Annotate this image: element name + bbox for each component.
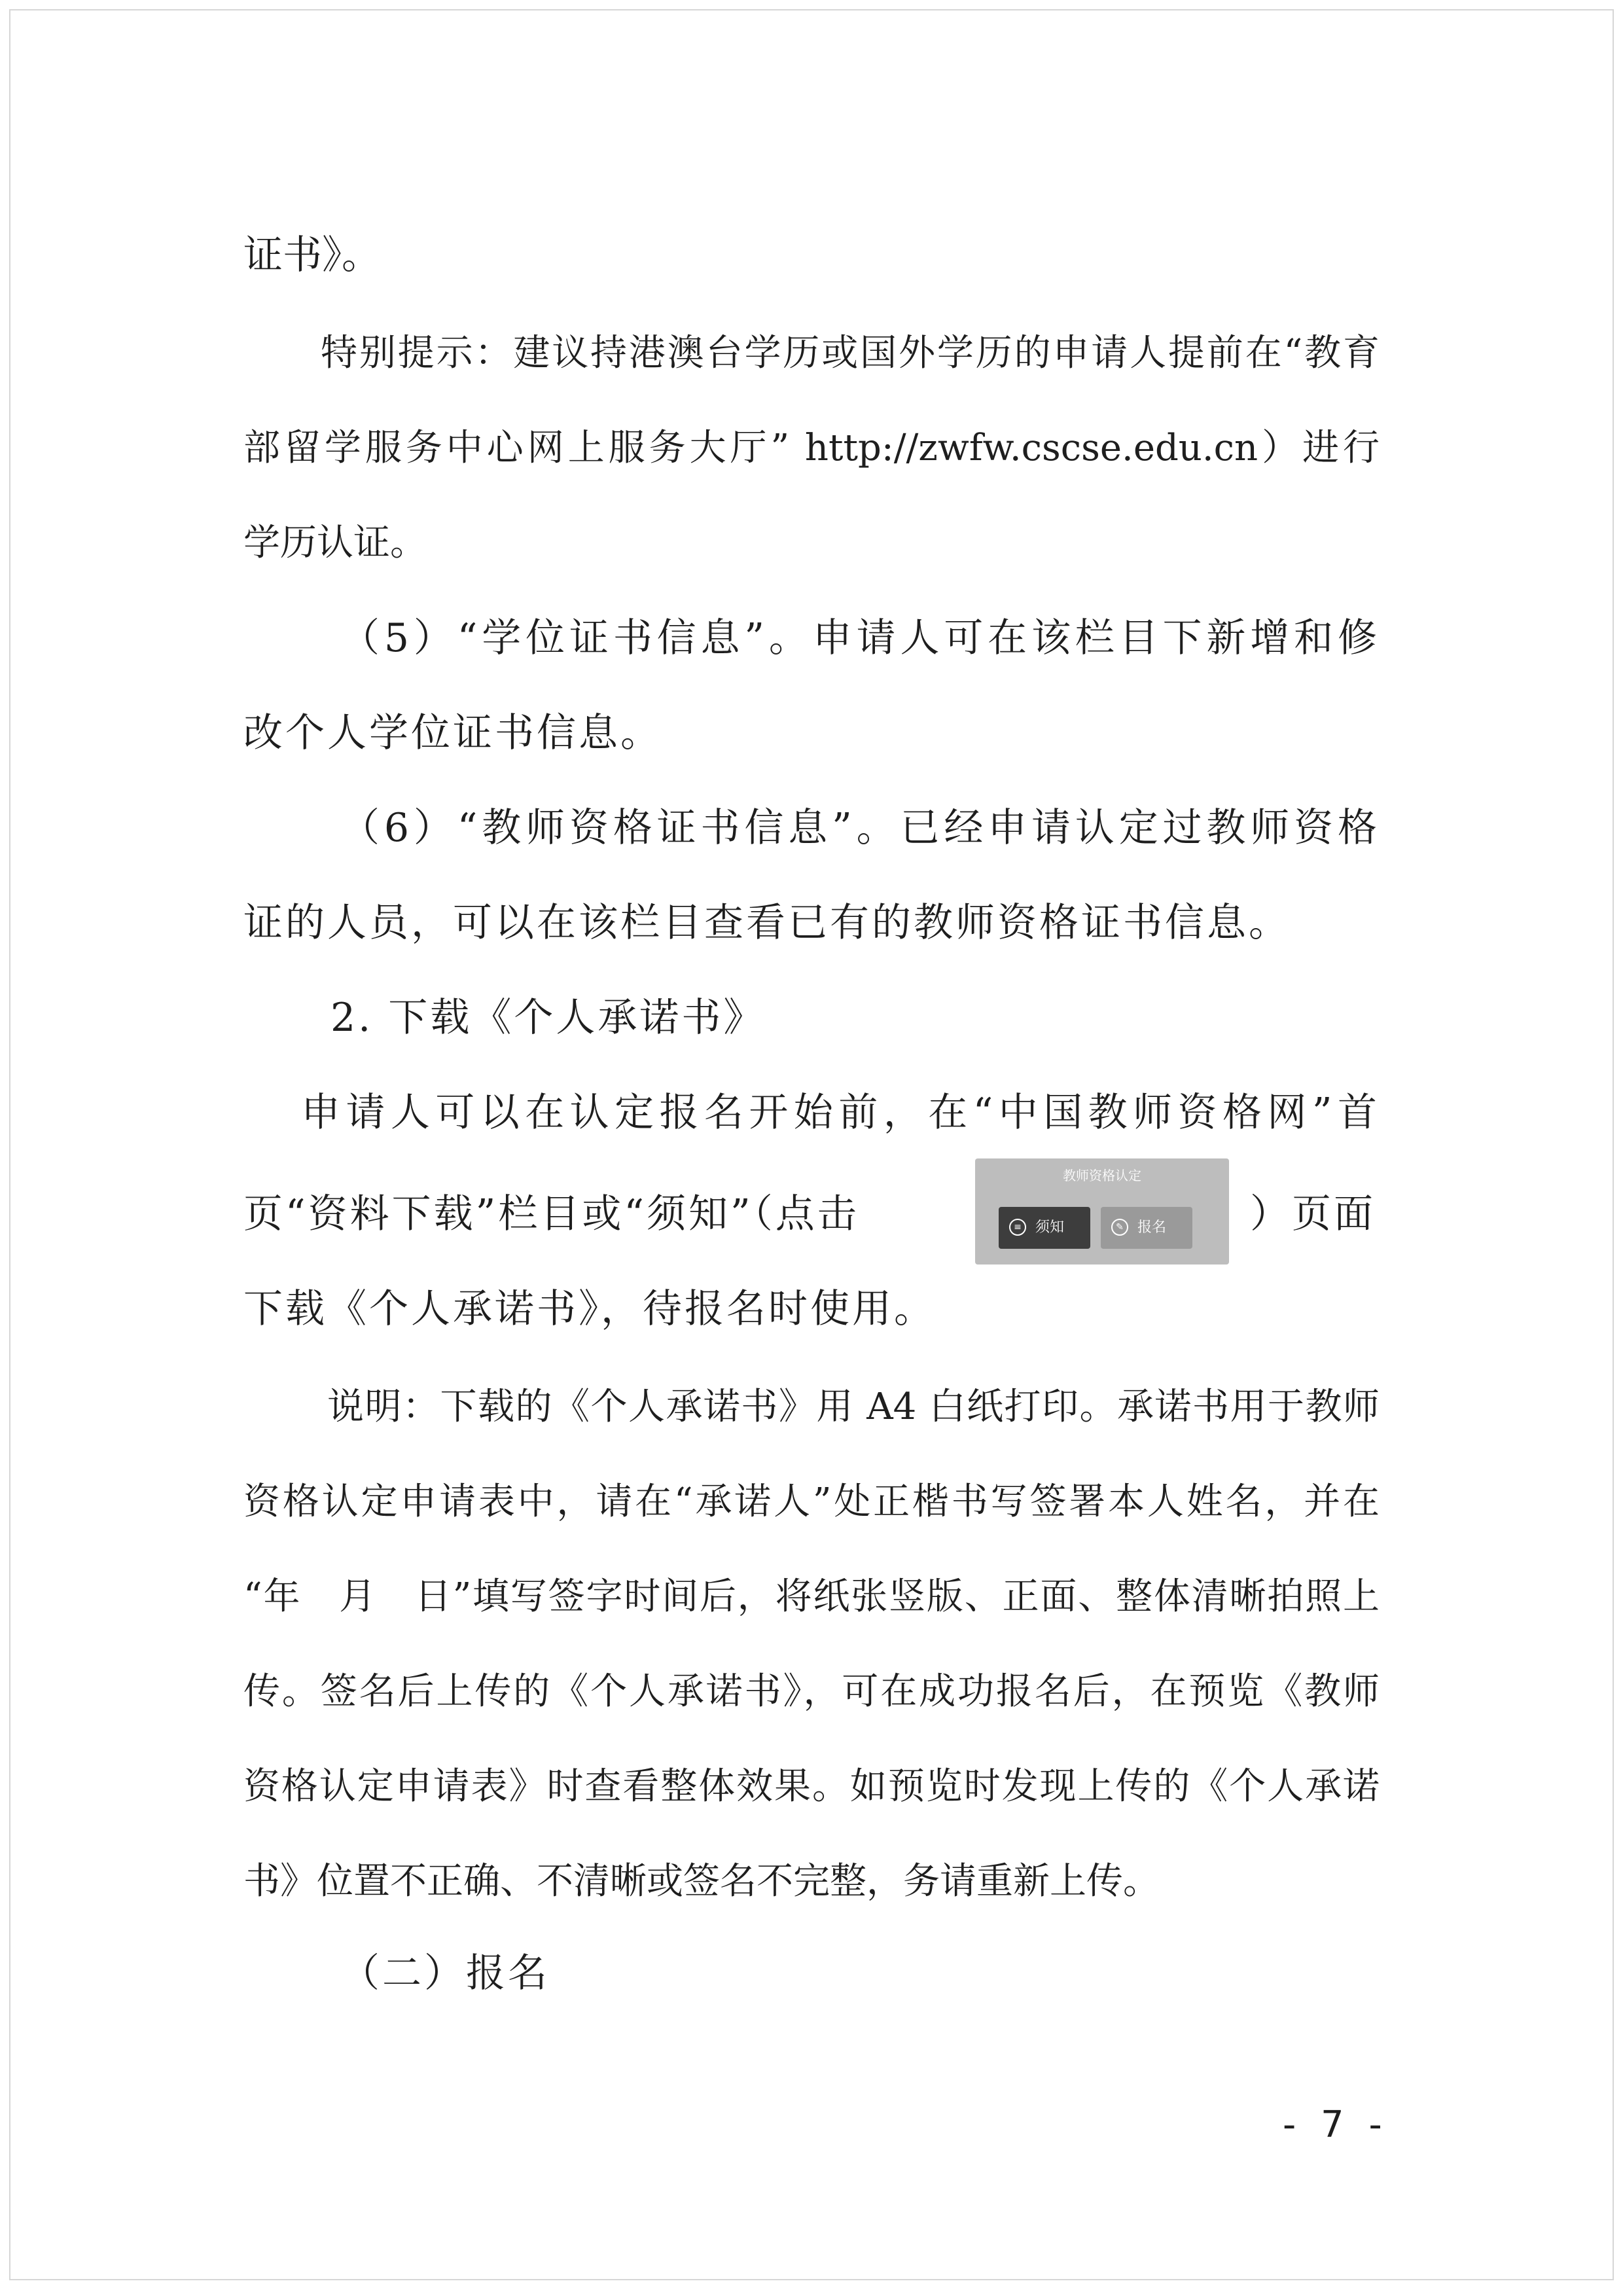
embedded-title: 教师资格认定 xyxy=(1063,1168,1141,1183)
embedded-screenshot-teacher-cert xyxy=(975,1158,1229,1265)
download-para-line-3: 下载《个人承诺书》，待报名时使用。 xyxy=(243,1286,936,1332)
explanation-line-5: 资格认定申请表》时查看整体效果。如预览时发现上传的《个人承诺 xyxy=(243,1765,1380,1808)
explanation-line-3: “年 月 日”填写签字时间后，将纸张竖版、正面、整体清晰拍照上 xyxy=(243,1575,1380,1618)
special-note-line-1: 特别提示：建议持港澳台学历或国外学历的申请人提前在“教育 xyxy=(321,332,1380,374)
item-5-line-2: 改个人学位证书信息。 xyxy=(243,710,662,756)
text-line-1: 证书》。 xyxy=(243,232,381,278)
register-icon: ✎ xyxy=(1111,1219,1128,1236)
explanation-line-6: 书》位置不正确、不清晰或签名不完整，务请重新上传。 xyxy=(243,1860,1160,1903)
item-6-line-2: 证的人员，可以在该栏目查看已有的教师资格证书信息。 xyxy=(243,900,1291,946)
item-5-line-1: （5）“学位证书信息”。申请人可在该栏目下新增和修 xyxy=(340,615,1380,661)
page-number: - 7 - xyxy=(1283,2104,1389,2146)
item-6-line-1: （6）“教师资格证书信息”。已经申请认定过教师资格 xyxy=(340,805,1380,851)
section-heading-download: 2. 下载《个人承诺书》 xyxy=(330,995,766,1041)
special-note-line-3: 学历认证。 xyxy=(243,522,427,564)
section-heading-register: （二）报名 xyxy=(340,1950,550,1996)
explanation-line-4: 传。签名后上传的《个人承诺书》，可在成功报名后，在预览《教师 xyxy=(243,1670,1380,1713)
embedded-notice-button: ≡ 须知 xyxy=(999,1207,1090,1249)
embedded-register-button: ✎ 报名 xyxy=(1101,1207,1192,1249)
download-para-line-2b: ）页面 xyxy=(1250,1191,1376,1237)
special-note-line-2: 部留学服务中心网上服务大厅” http://zwfw.cscse.edu.cn）进行 xyxy=(243,427,1380,469)
download-para-line-2a: 页“资料下载”栏目或“须知”（点击 xyxy=(243,1191,859,1237)
explanation-line-2: 资格认定申请表中，请在“承诺人”处正楷书写签署本人姓名，并在 xyxy=(243,1480,1380,1523)
notice-icon: ≡ xyxy=(1009,1219,1026,1236)
explanation-line-1: 说明：下载的《个人承诺书》用 A4 白纸打印。承诺书用于教师 xyxy=(327,1386,1380,1428)
download-para-line-1: 申请人可以在认定报名开始前，在“中国教师资格网”首 xyxy=(301,1090,1380,1136)
